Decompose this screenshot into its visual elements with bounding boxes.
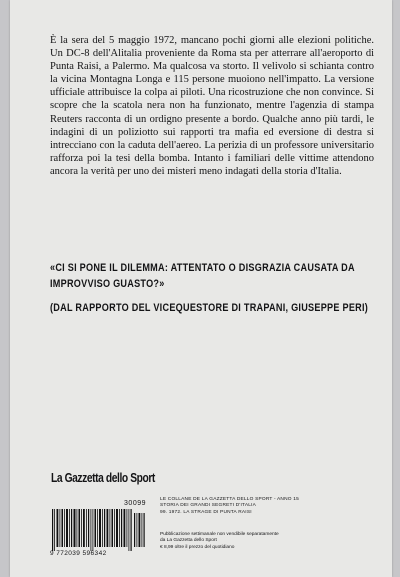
quote-attribution: (DAL RAPPORTO DEL VICEQUESTORE DI TRAPANI, GIUSEPPE PERI) — [50, 302, 369, 314]
series-line: LE COLLANE DE LA GAZZETTA DELLO SPORT - ANNO 15 — [160, 497, 299, 502]
sale-info — [160, 532, 390, 551]
issn-addon-number: 30099 — [124, 500, 146, 507]
sale-note-newspaper: da La Gazzetta dello Sport — [160, 538, 217, 544]
barcode-number: 9 772039 596342 — [50, 550, 107, 557]
series-info — [160, 497, 390, 516]
pull-quote: «CI SI PONE IL DILEMMA: ATTENTATO O DISGRAZIA CAUSATA DA IMPROVVISO GUASTO?» — [50, 262, 355, 290]
barcode-block — [50, 500, 146, 570]
barcode-icon — [50, 509, 146, 551]
gazzetta-logo: La Gazzetta dello Sport — [51, 471, 155, 485]
series-title: STORIA DEI GRANDI SEGRETI D'ITALIA — [160, 503, 257, 509]
price-note: € 8,99 oltre il prezzo del quotidiano — [160, 544, 235, 550]
volume-title: 99. 1972. LA STRAGE DI PUNTA RAISI — [160, 509, 252, 515]
synopsis-text: È la sera del 5 maggio 1972, mancano pochi giorni alle elezioni politiche. Un DC-8 dell'Alitalia proveniente da Roma sta per atterrare all'aeroporto di Punta Raisi, a Palermo. Ma qualcosa va storto. Il velivolo si schianta contro la vicina Montagna Longa e 115 persone muoiono nell'impatto. La versione ufficiale attribuisce la colpa ai piloti. Una ricostruzione che non convince. Si scopre che la scatola nera non ha funzionato, mentre l'agenzia di stampa Reuters racconta di un ordigno presente a bordo. Qualche anno più tardi, le indagini di un poliziotto sui rapporti tra mafia ed eversione di destra si intrecciano con la caduta dell'aereo. La perizia di un professore universitario rafforza poi la tesi della bomba. Intanto i familiari delle vittime attendono ancora la verità per uno dei misteri meno indagati della storia d'Italia. — [50, 35, 374, 177]
sale-note: Pubblicazione settimanale non vendibile separatamente — [160, 532, 279, 537]
